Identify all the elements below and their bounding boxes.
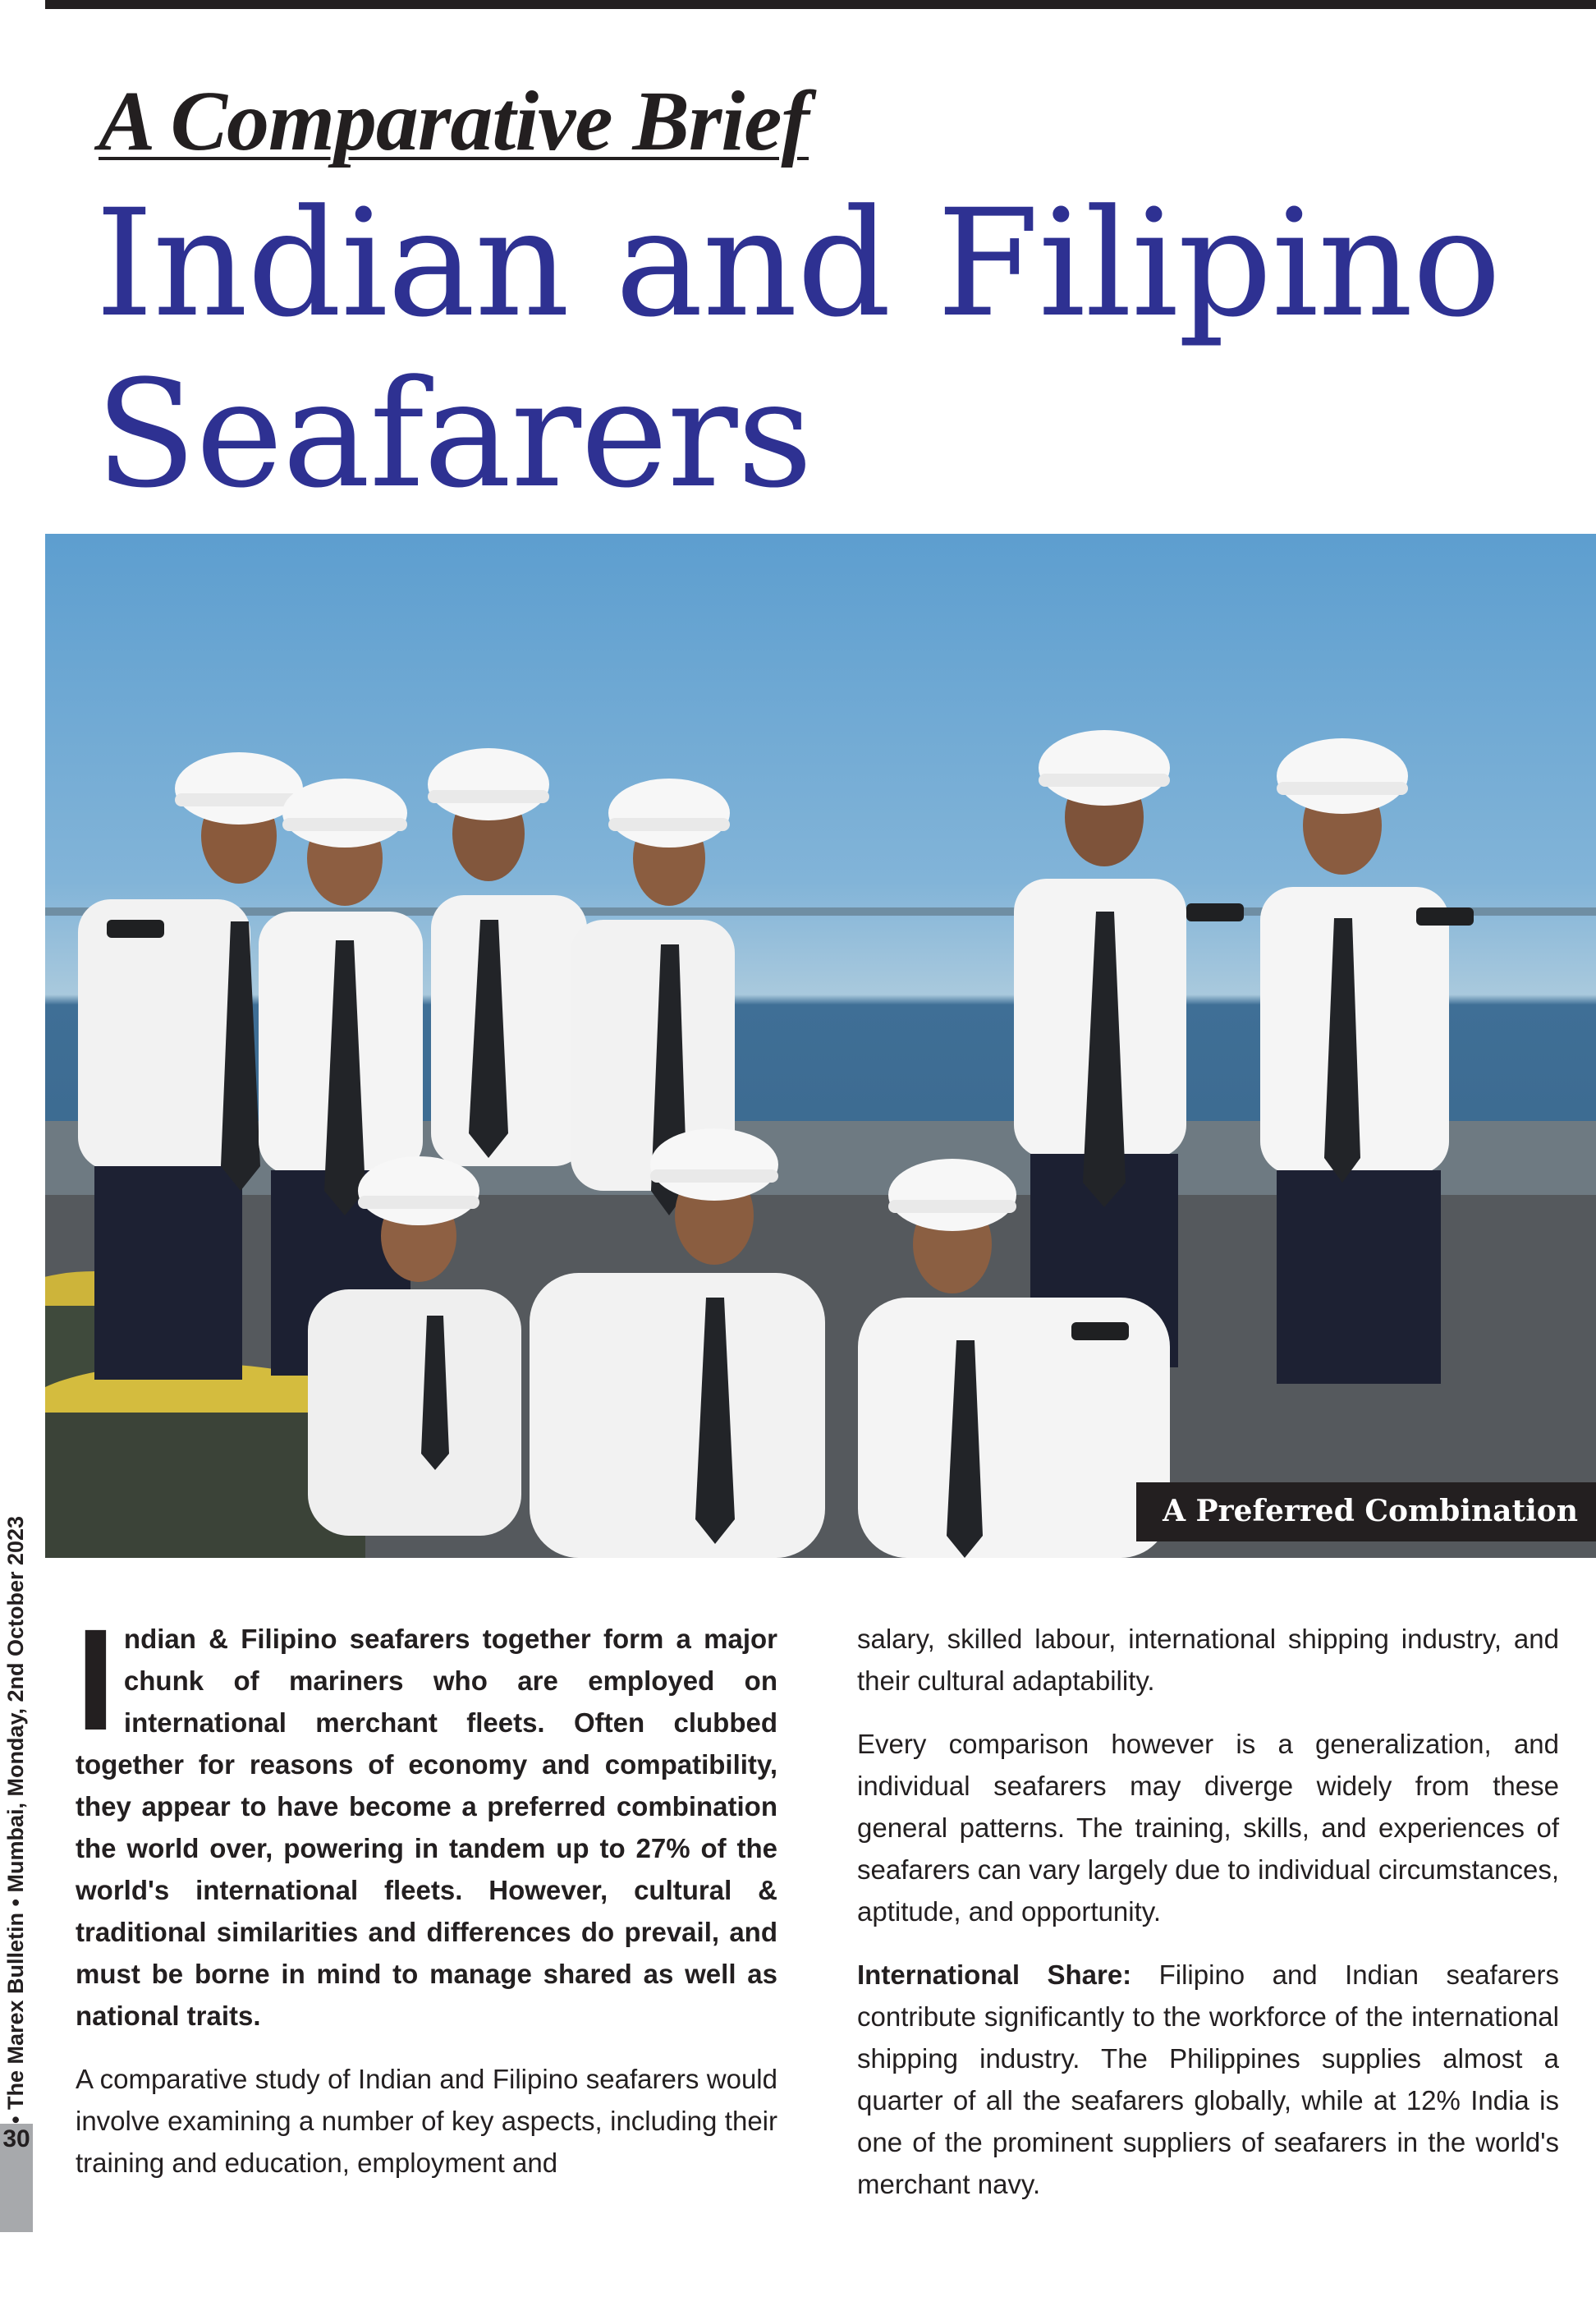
seafarers-photo — [45, 534, 1596, 1558]
body-paragraph-continued: salary, skilled labour, international shipping industry, and their cultural adaptability. — [857, 1624, 1559, 1696]
top-rule — [45, 0, 1596, 9]
paragraph-text: Filipino and Indian seafarers contribute significantly to the workforce of the international shipping industry. The Philippines supplies almost a quarter of all the seafarers globally, while at 12% India is one of the prominent suppliers of seafarers in the world's merchant navy. — [857, 1959, 1560, 2199]
body-paragraph — [857, 1954, 1559, 2205]
article-column-left — [76, 1600, 777, 2184]
drop-cap: I — [76, 1600, 116, 1761]
page-number: 30 — [2, 2125, 30, 2152]
body-paragraph: A comparative study of Indian and Filipino seafarers would involve examining a number of key aspects, including their training and education, employment and — [76, 2064, 777, 2178]
lead-text: ndian & Filipino seafarers together form a major chunk of mariners who are employed on international merchant fleets. Often clubbed together for reasons of economy and compatibility, they appear to have become a preferred combination the world over, powering in tandem up to 27% of the world's international fleets. However, cultural & traditional similarities and differences do prevail, and must be borne in mind to manage shared as well as national traits. — [76, 1624, 777, 2031]
article-column-right — [857, 1618, 1559, 2205]
lead-paragraph — [76, 1600, 777, 2037]
body-paragraph: Every comparison however is a generalization, and individual seafarers may diverge widely from these general patterns. The training, skills, and experiences of seafarers can vary largely due to individual circumstances, aptitude, and opportunity. — [857, 1729, 1559, 1927]
seafarers-illustration — [45, 534, 1596, 1558]
run-in-heading: International Share: — [857, 1959, 1132, 1990]
article-kicker: A Comparative Brief — [99, 74, 809, 168]
photo-caption: A Preferred Combination — [1136, 1482, 1596, 1541]
seafarer — [428, 748, 587, 1166]
seafarer — [259, 779, 423, 1376]
headline-line-2: Seafarers — [95, 349, 813, 521]
running-head: • The Marex Bulletin • Mumbai, Monday, 2nd October 2023 — [3, 1515, 28, 2124]
article-headline — [95, 179, 1573, 521]
headline-line-1: Indian and Filipino — [95, 178, 1501, 350]
